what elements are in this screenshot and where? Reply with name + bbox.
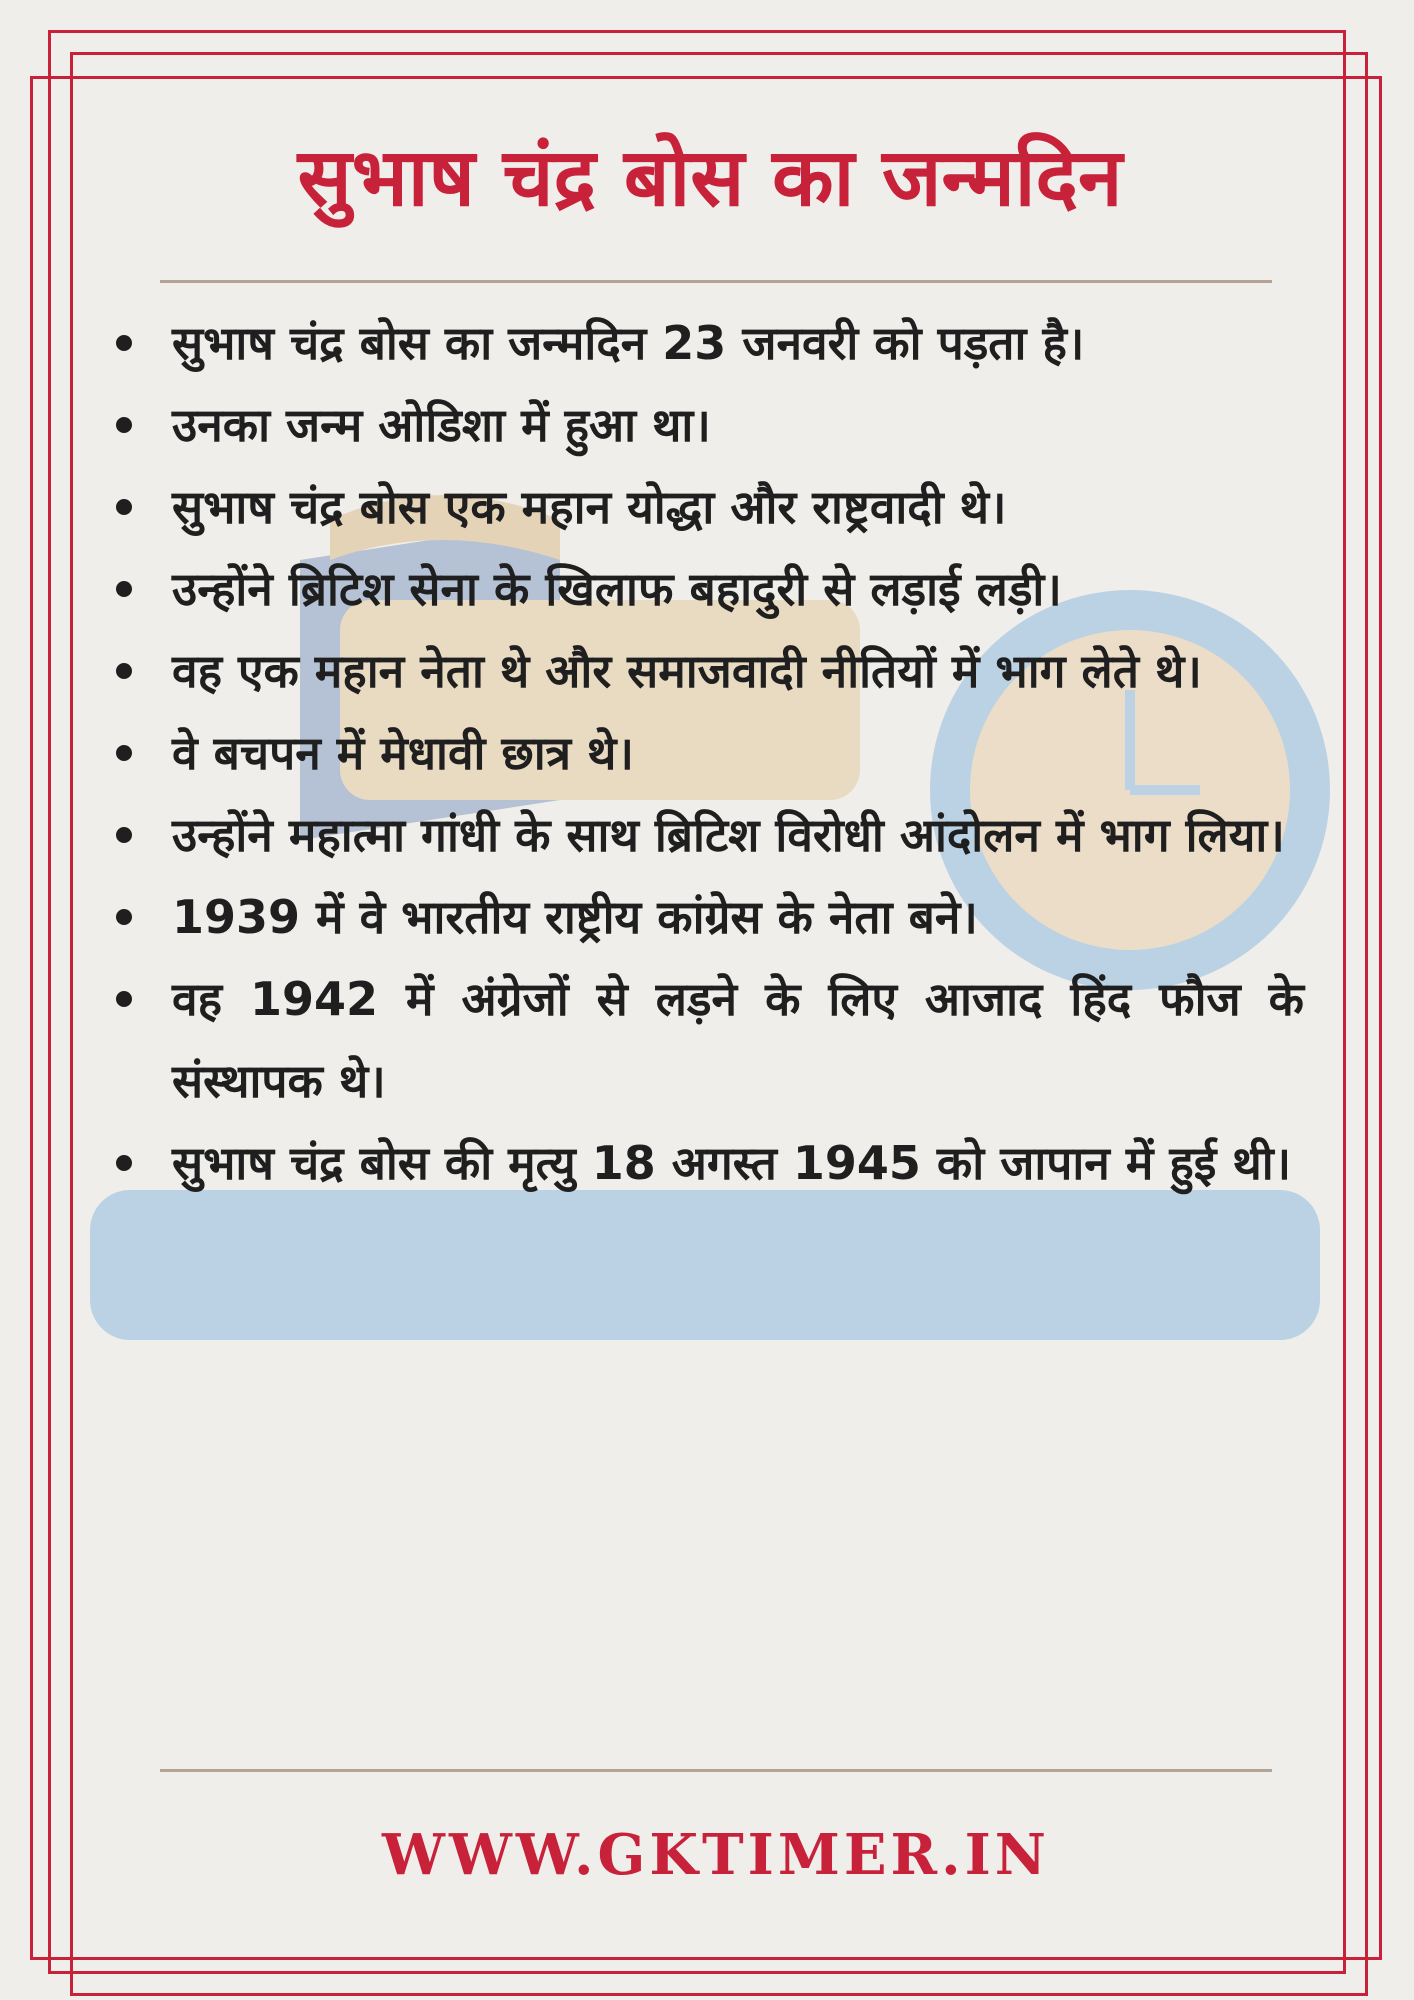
list-item-text: सुभाष चंद्र बोस एक महान योद्धा और राष्ट्रवादी थे। [172, 480, 1007, 534]
list-item [116, 466, 1304, 548]
bullet-dot-icon [116, 663, 132, 679]
bullet-dot-icon [116, 335, 132, 351]
list-item [116, 302, 1304, 384]
list-item [116, 384, 1304, 466]
bullet-dot-icon [116, 499, 132, 515]
list-item-text: उन्होंने ब्रिटिश सेना के खिलाफ बहादुरी से लड़ाई लड़ी। [172, 562, 1062, 616]
bullet-dot-icon [116, 827, 132, 843]
list-item [116, 548, 1304, 630]
list-item [116, 876, 1304, 958]
list-item-text: 1939 में वे भारतीय राष्ट्रीय कांग्रेस के नेता बने। [172, 890, 978, 944]
bullet-dot-icon [116, 745, 132, 761]
list-item [116, 1122, 1304, 1204]
page-title: सुभाष चंद्र बोस का जन्मदिन [297, 131, 1123, 224]
bullet-dot-icon [116, 991, 132, 1007]
list-item-text: सुभाष चंद्र बोस की मृत्यु 18 अगस्त 1945 को जापान में हुई थी। [172, 1136, 1292, 1190]
list-item-text: सुभाष चंद्र बोस का जन्मदिन 23 जनवरी को पड़ता है। [172, 316, 1085, 370]
list-item-text: वे बचपन में मेधावी छात्र थे। [172, 726, 634, 780]
list-item [116, 630, 1304, 712]
list-item [116, 712, 1304, 794]
divider-bottom [160, 1769, 1272, 1772]
list-item [116, 958, 1304, 1122]
bullet-list [116, 302, 1304, 1204]
divider-top [160, 280, 1272, 283]
bullet-dot-icon [116, 909, 132, 925]
list-item-text: वह 1942 में अंग्रेजों से लड़ने के लिए आजाद हिंद फौज के संस्थापक थे। [172, 972, 1304, 1108]
list-item-text: उन्होंने महात्मा गांधी के साथ ब्रिटिश विरोधी आंदोलन में भाग लिया। [172, 808, 1285, 862]
bullet-dot-icon [116, 417, 132, 433]
list-item-text: उनका जन्म ओडिशा में हुआ था। [172, 398, 711, 452]
list-item [116, 794, 1304, 876]
website-footer: WWW.GKTIMER.IN [382, 1822, 1050, 1888]
list-item-text: वह एक महान नेता थे और समाजवादी नीतियों में भाग लेते थे। [172, 644, 1202, 698]
bullet-dot-icon [116, 1155, 132, 1171]
bullet-dot-icon [116, 581, 132, 597]
